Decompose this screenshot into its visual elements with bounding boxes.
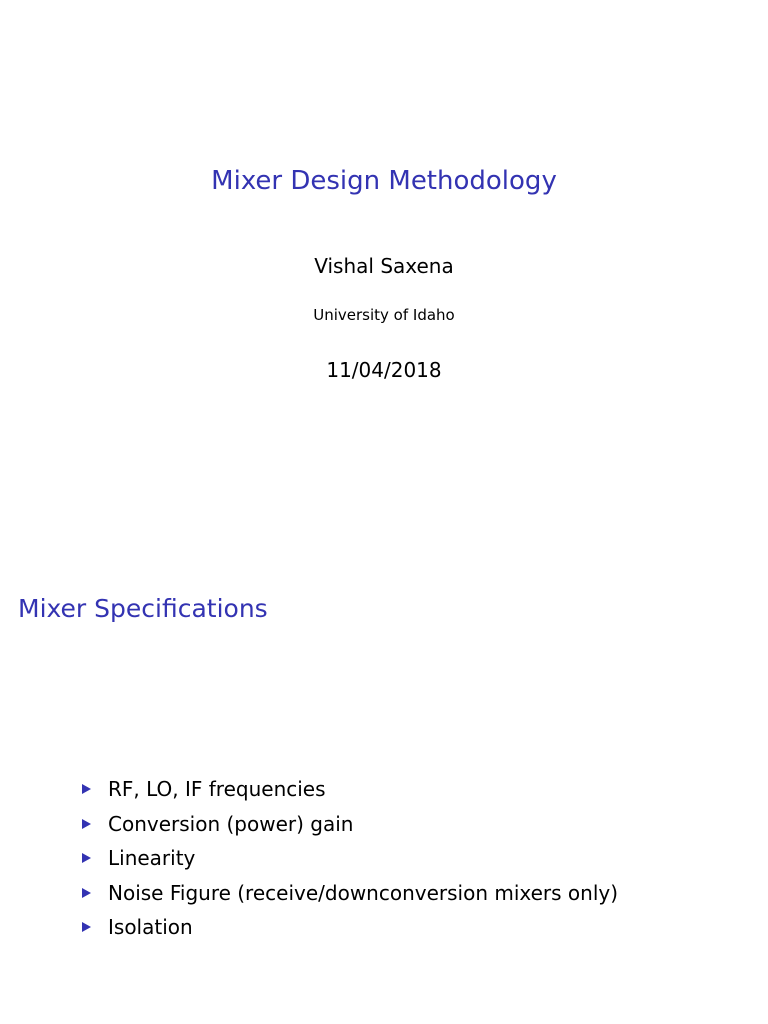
bullet-text: Isolation [108, 915, 193, 940]
triangle-right-icon [82, 922, 91, 932]
bullet-text: Conversion (power) gain [108, 811, 354, 836]
triangle-right-icon [82, 784, 91, 794]
presentation-date: 11/04/2018 [326, 358, 442, 382]
bullet-list [80, 772, 618, 945]
list-item [80, 876, 618, 911]
presentation-title: Mixer Design Methodology [211, 166, 557, 196]
bullet-text: Noise Figure (receive/downconversion mixers only) [108, 880, 619, 905]
institute-name: University of Idaho [313, 306, 455, 324]
list-item [80, 841, 618, 876]
list-item [80, 807, 618, 842]
triangle-right-icon [82, 888, 91, 898]
bullet-text: RF, LO, IF frequencies [108, 777, 326, 802]
author-name: Vishal Saxena [314, 254, 454, 278]
bullet-text: Linearity [108, 846, 196, 871]
list-item [80, 910, 618, 945]
list-item [80, 772, 618, 807]
triangle-right-icon [82, 819, 91, 829]
frame-title: Mixer Specifications [18, 594, 268, 623]
specifications-slide [0, 560, 768, 1024]
triangle-right-icon [82, 853, 91, 863]
